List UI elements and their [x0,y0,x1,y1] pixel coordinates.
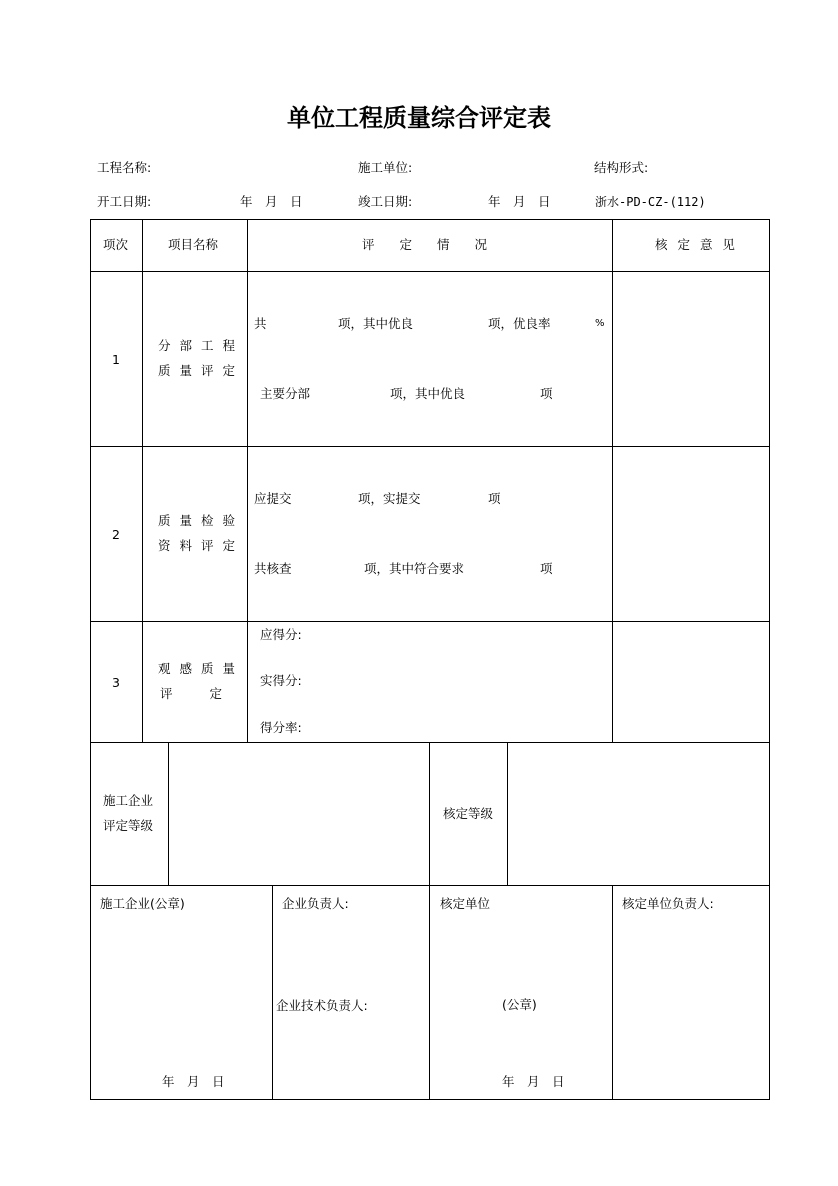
col-divider [247,219,248,742]
row-no: 3 [112,675,120,690]
verify-sign-date: 年 月 日 [502,1074,565,1089]
col-header-name: 项目名称 [168,237,219,252]
verify-head-label: 核定单位负责人: [622,896,714,911]
eval-text: 项 [488,491,501,506]
col-divider [142,219,143,742]
row-name-line1: 观感质量 [158,661,245,676]
company-head-label: 企业负责人: [282,896,349,911]
verify-unit-label: 核定单位 [440,896,491,911]
table-border-left [90,219,91,1100]
row-divider [90,446,770,447]
eval-text: 共核查 [254,561,292,576]
verified-grade-label: 核定等级 [443,806,494,821]
col-divider [168,742,169,885]
end-date-label: 竣工日期: [358,194,413,209]
row-divider [90,621,770,622]
col-divider [272,885,273,1099]
eval-text: 共 [254,316,267,331]
start-date-ymd: 年 月 日 [240,194,303,209]
row-name-line2: 评 定 [160,686,227,701]
self-grade-label-1: 施工企业 [103,793,154,808]
structure-type-label: 结构形式: [594,160,649,175]
eval-text: 项，实提交 [358,491,421,506]
row-divider [90,271,770,272]
eval-text: 实得分: [260,673,302,688]
col-divider [429,885,430,1099]
table-border-top [90,219,770,220]
row-no: 1 [112,352,120,367]
col-divider [612,219,613,742]
col-divider [612,885,613,1099]
eval-text: 项，优良率 [488,316,551,331]
col-header-evaluation: 评 定 情 况 [362,237,488,252]
company-tech-head-label: 企业技术负责人: [276,998,368,1013]
self-grade-label-2: 评定等级 [103,818,154,833]
row-name-line1: 质量检验 [158,513,245,528]
form-code: 浙水-PD-CZ-(112) [595,195,706,209]
eval-text: 应提交 [254,491,292,506]
eval-text: 得分率: [260,720,302,735]
eval-text: 项，其中符合要求 [364,561,465,576]
eval-text: 项，其中优良 [390,386,466,401]
row-divider [90,885,770,886]
table-border-bottom [90,1099,770,1100]
col-header-no: 项次 [103,237,129,252]
row-name-line1: 分部工程 [158,338,245,353]
eval-text: 项，其中优良 [338,316,414,331]
table-border-right [769,219,770,1100]
row-name-line2: 资料评定 [158,538,245,553]
col-divider [429,742,430,885]
col-divider [507,742,508,885]
row-divider [90,742,770,743]
page-title: 单位工程质量综合评定表 [287,104,551,132]
eval-text: 主要分部 [260,386,311,401]
company-sign-date: 年 月 日 [162,1074,225,1089]
construction-unit-label: 施工单位: [358,160,413,175]
eval-text: % [595,318,605,329]
verify-seal-label: (公章) [502,997,537,1012]
row-name-line2: 质量评定 [158,363,245,378]
eval-text: 项 [540,561,553,576]
company-seal-label: 施工企业(公章) [100,896,185,911]
end-date-ymd: 年 月 日 [488,194,551,209]
eval-text: 项 [540,386,553,401]
project-name-label: 工程名称: [97,160,152,175]
row-no: 2 [112,527,120,542]
start-date-label: 开工日期: [97,194,152,209]
eval-text: 应得分: [260,627,302,642]
col-header-opinion: 核 定 意 见 [655,237,738,252]
